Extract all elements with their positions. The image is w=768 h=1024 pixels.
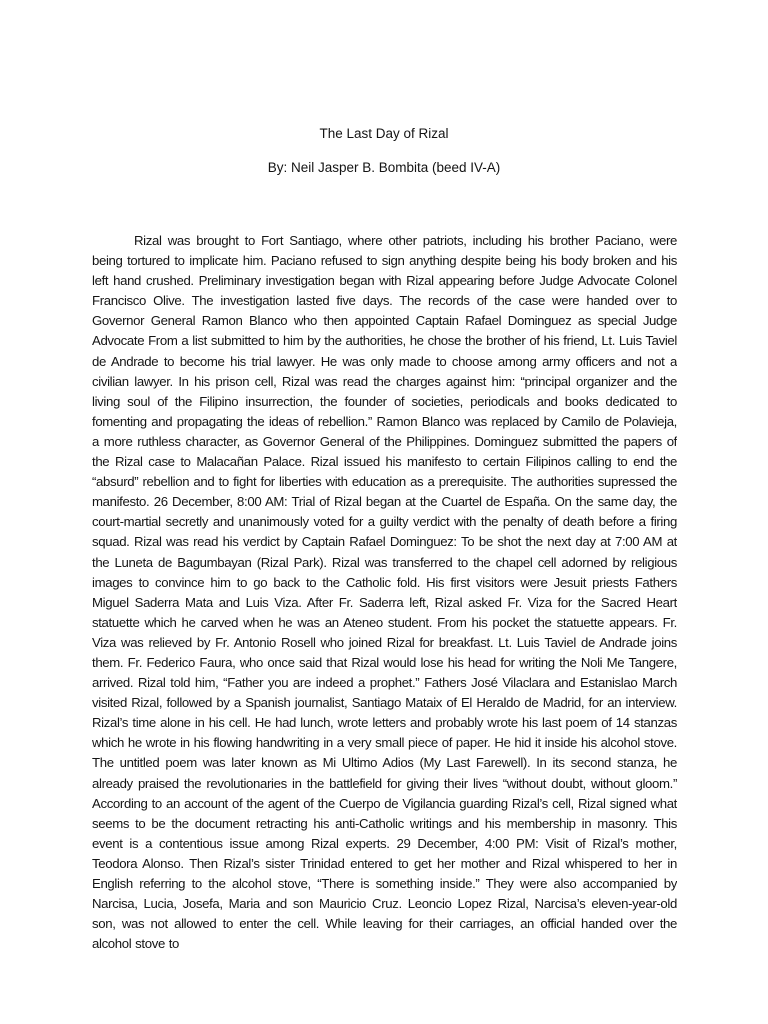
body-paragraph: Rizal was brought to Fort Santiago, where other patriots, including his brother Paciano, were being tortured to implicate him. Paciano refused to sign anything despite being his body broken and his left hand crushed. Preliminary investigation began with Rizal appearing before Judge Advocate Colonel Francisco Olive. The investigation lasted five days. The records of the case were handed over to Governor General Ramon Blanco who then appointed Captain Rafael Dominguez as special Judge Advocate From a list submitted to him by the authorities, he chose the brother of his friend, Lt. Luis Taviel de Andrade to become his trial lawyer. He was only made to choose among army officers and not a civilian lawyer. In his prison cell, Rizal was read the charges against him: “principal organizer and the living soul of the Filipino insurrection, the founder of societies, periodicals and books dedicated to fomenting and propagating the ideas of rebellion.” Ramon Blanco was replaced by Camilo de Polavieja, a more ruthless character, as Governor General of the Philippines. Dominguez submitted the papers of the Rizal case to Malacañan Palace. Rizal issued his manifesto to certain Filipinos calling to end the “absurd” rebellion and to fight for liberties with education as a prerequisite. The authorities supressed the manifesto. 26 December, 8:00 AM: Trial of Rizal began at the Cuartel de España. On the same day, the court-martial secretly and unanimously voted for a guilty verdict with the penalty of death before a firing squad. Rizal was read his verdict by Captain Rafael Dominguez: To be shot the next day at 7:00 AM at the Luneta de Bagumbayan (Rizal Park). Rizal was transferred to the chapel cell adorned by religious images to convince him to go back to the Catholic fold. His first visitors were Jesuit priests Fathers Miguel Saderra Mata and Luis Viza. After Fr. Saderra left, Rizal asked Fr. Viza for the Sacred Heart statuette which he carved when he was an Ateneo student. From his pocket the statuette appears. Fr. Viza was relieved by Fr. Antonio Rosell who joined Rizal for breakfast. Lt. Luis Taviel de Andrade joins them. Fr. Federico Faura, who once said that Rizal would lose his head for writing the Noli Me Tangere, arrived. Rizal told him, “Father you are indeed a prophet.” Fathers José Vilaclara and Estanislao March visited Rizal, followed by a Spanish journalist, Santiago Mataix of El Heraldo de Madrid, for an interview. Rizal’s time alone in his cell. He had lunch, wrote letters and probably wrote his last poem of 14 stanzas which he wrote in his flowing handwriting in a very small piece of paper. He hid it inside his alcohol stove. The untitled poem was later known as Mi Ultimo Adios (My Last Farewell). In its second stanza, he already praised the revolutionaries in the battlefield for giving their lives “without doubt, without gloom.” According to an account of the agent of the Cuerpo de Vigilancia guarding Rizal’s cell, Rizal signed what seems to be the document retracting his anti-Catholic writings and his membership in masonry. This event is a contentious issue among Rizal experts. 29 December, 4:00 PM: Visit of Rizal’s mother, Teodora Alonso. Then Rizal’s sister Trinidad entered to get her mother and Rizal whispered to her in English referring to the alcohol stove, “There is something inside.” They were also accompanied by Narcisa, Lucia, Josefa, Maria and son Mauricio Cruz. Leoncio Lopez Rizal, Narcisa’s eleven-year-old son, was not allowed to enter the cell. While leaving for their carriages, an official handed over the alcohol stove to: [92, 233, 677, 952]
document-byline: By: Neil Jasper B. Bombita (beed IV-A): [267, 160, 501, 175]
document-title: The Last Day of Rizal: [319, 126, 449, 141]
